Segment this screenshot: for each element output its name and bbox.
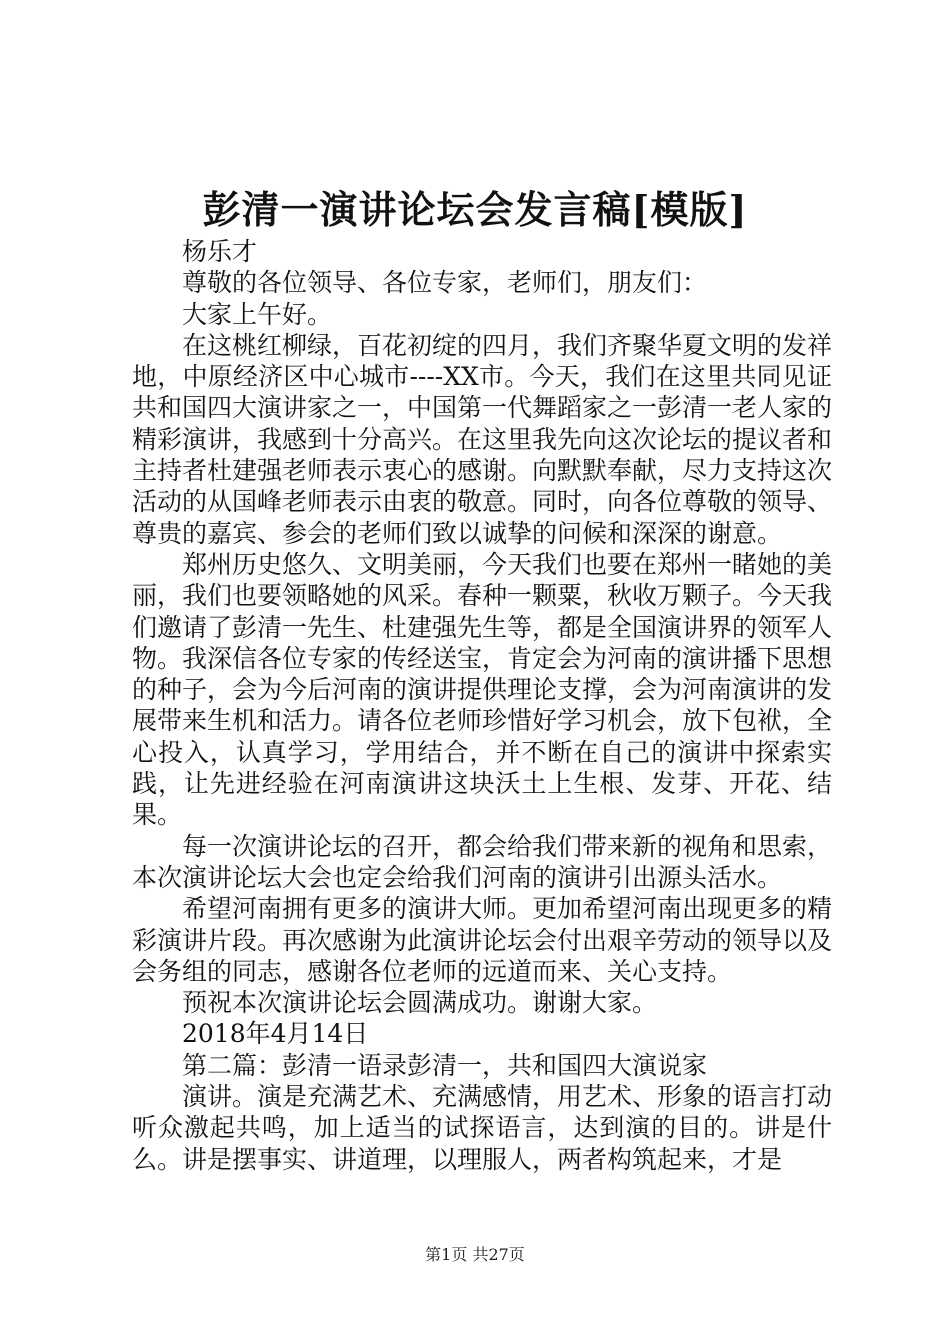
closing-line: 预祝本次演讲论坛会圆满成功。谢谢大家。 xyxy=(182,988,658,1018)
author-line: 杨乐才 xyxy=(182,237,258,266)
body-paragraph: 在这桃红柳绿，百花初绽的四月，我们齐聚华夏文明的发祥地，中原经济区中心城市----XX市。今天，我们在这里共同见证共和国四大演讲家之一，中国第一代舞蹈家之一彭清一老人家的精彩演讲，我感到十分高兴。在这里我先向这次论坛的提议者和主持者杜建强老师表示衷心的感谢。向默默奉献，尽力支持这次活动的从国峰老师表示由衷的敬意。同时，向各位尊敬的领导、尊贵的嘉宾、参会的老师们致以诚挚的问候和深深的谢意。 xyxy=(132,330,833,548)
body-paragraph: 每一次演讲论坛的召开，都会给我们带来新的视角和思索，本次演讲论坛大会也定会给我们河南的演讲引出源头活水。 xyxy=(132,831,833,892)
section-heading: 第二篇：彭清一语录彭清一，共和国四大演说家 xyxy=(182,1050,708,1080)
body-paragraph: 演讲。演是充满艺术、充满感情，用艺术、形象的语言打动听众激起共鸣，加上适当的试探语言，达到演的目的。讲是什么。讲是摆事实、讲道理，以理服人，两者构筑起来，才是 xyxy=(132,1082,833,1174)
greeting: 大家上午好。 xyxy=(182,299,333,329)
date-line: 2018年4月14日 xyxy=(182,1019,369,1049)
body-paragraph: 希望河南拥有更多的演讲大师。更加希望河南出现更多的精彩演讲片段。再次感谢为此演讲论坛会付出艰辛劳动的领导以及会务组的同志，感谢各位老师的远道而来、关心支持。 xyxy=(132,894,833,986)
body-paragraph: 郑州历史悠久、文明美丽，今天我们也要在郑州一睹她的美丽，我们也要领略她的风采。春种一颗粟，秋收万颗子。今天我们邀请了彭清一先生、杜建强先生等，都是全国演讲界的领军人物。我深信各位专家的传经送宝，肯定会为河南的演讲播下思想的种子，会为今后河南的演讲提供理论支撑，会为河南演讲的发展带来生机和活力。请各位老师珍惜好学习机会，放下包袱，全心投入，认真学习，学用结合，并不断在自己的演讲中探索实践，让先进经验在河南演讲这块沃土上生根、发芽、开花、结果。 xyxy=(132,549,833,830)
document-body xyxy=(132,236,832,1175)
page-number-footer: 第1页 共27页 xyxy=(425,1245,525,1264)
salutation: 尊敬的各位领导、各位专家，老师们，朋友们： xyxy=(182,268,708,298)
page-title: 彭清一演讲论坛会发言稿[模版] xyxy=(202,187,748,232)
